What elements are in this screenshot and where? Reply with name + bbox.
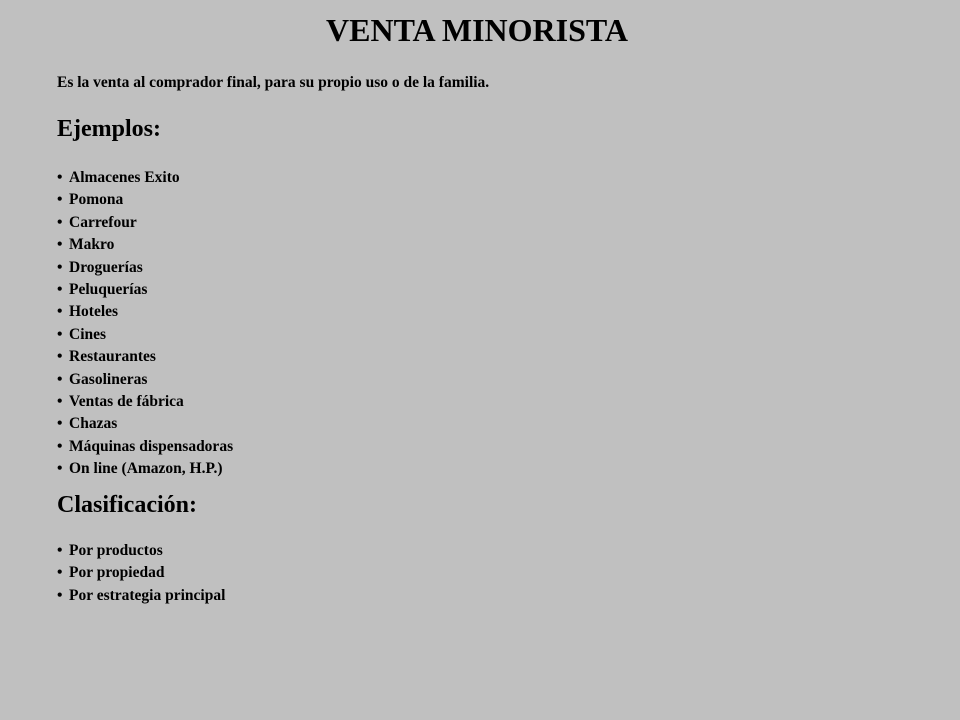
bullet-icon: • bbox=[57, 236, 63, 254]
list-item bbox=[57, 167, 233, 189]
bullet-icon: • bbox=[57, 586, 63, 604]
example-label: Droguerías bbox=[69, 258, 143, 276]
list-item bbox=[57, 257, 233, 279]
list-item bbox=[57, 324, 233, 346]
list-item bbox=[57, 212, 233, 234]
example-label: On line (Amazon, H.P.) bbox=[69, 460, 223, 478]
bullet-icon: • bbox=[57, 542, 63, 559]
bullet-icon: • bbox=[57, 564, 63, 582]
bullet-icon: • bbox=[57, 460, 63, 478]
list-item bbox=[57, 189, 233, 211]
bullet-icon: • bbox=[57, 348, 63, 366]
example-label: Hoteles bbox=[69, 303, 119, 321]
example-label: Gasolineras bbox=[69, 370, 148, 388]
list-item bbox=[57, 279, 233, 301]
list-item bbox=[57, 369, 233, 391]
slide-title: VENTA MINORISTA bbox=[326, 12, 628, 48]
classification-list bbox=[57, 540, 225, 607]
list-item bbox=[57, 458, 233, 480]
bullet-icon: • bbox=[57, 303, 63, 321]
list-item bbox=[57, 585, 225, 607]
example-label: Makro bbox=[69, 236, 115, 254]
examples-list bbox=[57, 167, 233, 481]
bullet-icon: • bbox=[57, 415, 63, 433]
list-item bbox=[57, 234, 233, 256]
classification-heading: Clasificación: bbox=[57, 492, 197, 518]
example-label: Restaurantes bbox=[69, 348, 156, 366]
example-label: Carrefour bbox=[69, 213, 137, 231]
example-label: Almacenes Exito bbox=[69, 169, 180, 186]
example-label: Cines bbox=[69, 325, 107, 343]
list-item bbox=[57, 436, 233, 458]
examples-heading: Ejemplos: bbox=[57, 116, 161, 142]
bullet-icon: • bbox=[57, 169, 63, 186]
bullet-icon: • bbox=[57, 281, 63, 299]
bullet-icon: • bbox=[57, 437, 63, 455]
list-item bbox=[57, 413, 233, 435]
example-label: Máquinas dispensadoras bbox=[69, 437, 234, 455]
classification-label: Por propiedad bbox=[69, 564, 165, 582]
list-item bbox=[57, 346, 233, 368]
example-label: Pomona bbox=[69, 191, 124, 209]
example-label: Ventas de fábrica bbox=[69, 393, 184, 411]
bullet-icon: • bbox=[57, 370, 63, 388]
list-item bbox=[57, 301, 233, 323]
bullet-icon: • bbox=[57, 213, 63, 231]
classification-label: Por productos bbox=[69, 542, 163, 559]
bullet-icon: • bbox=[57, 325, 63, 343]
list-item bbox=[57, 562, 225, 584]
example-label: Chazas bbox=[69, 415, 118, 433]
bullet-icon: • bbox=[57, 393, 63, 411]
bullet-icon: • bbox=[57, 258, 63, 276]
list-item bbox=[57, 391, 233, 413]
intro-text: Es la venta al comprador final, para su propio uso o de la familia. bbox=[57, 74, 490, 91]
example-label: Peluquerías bbox=[69, 281, 148, 299]
list-item bbox=[57, 540, 225, 562]
bullet-icon: • bbox=[57, 191, 63, 209]
classification-label: Por estrategia principal bbox=[69, 586, 226, 604]
